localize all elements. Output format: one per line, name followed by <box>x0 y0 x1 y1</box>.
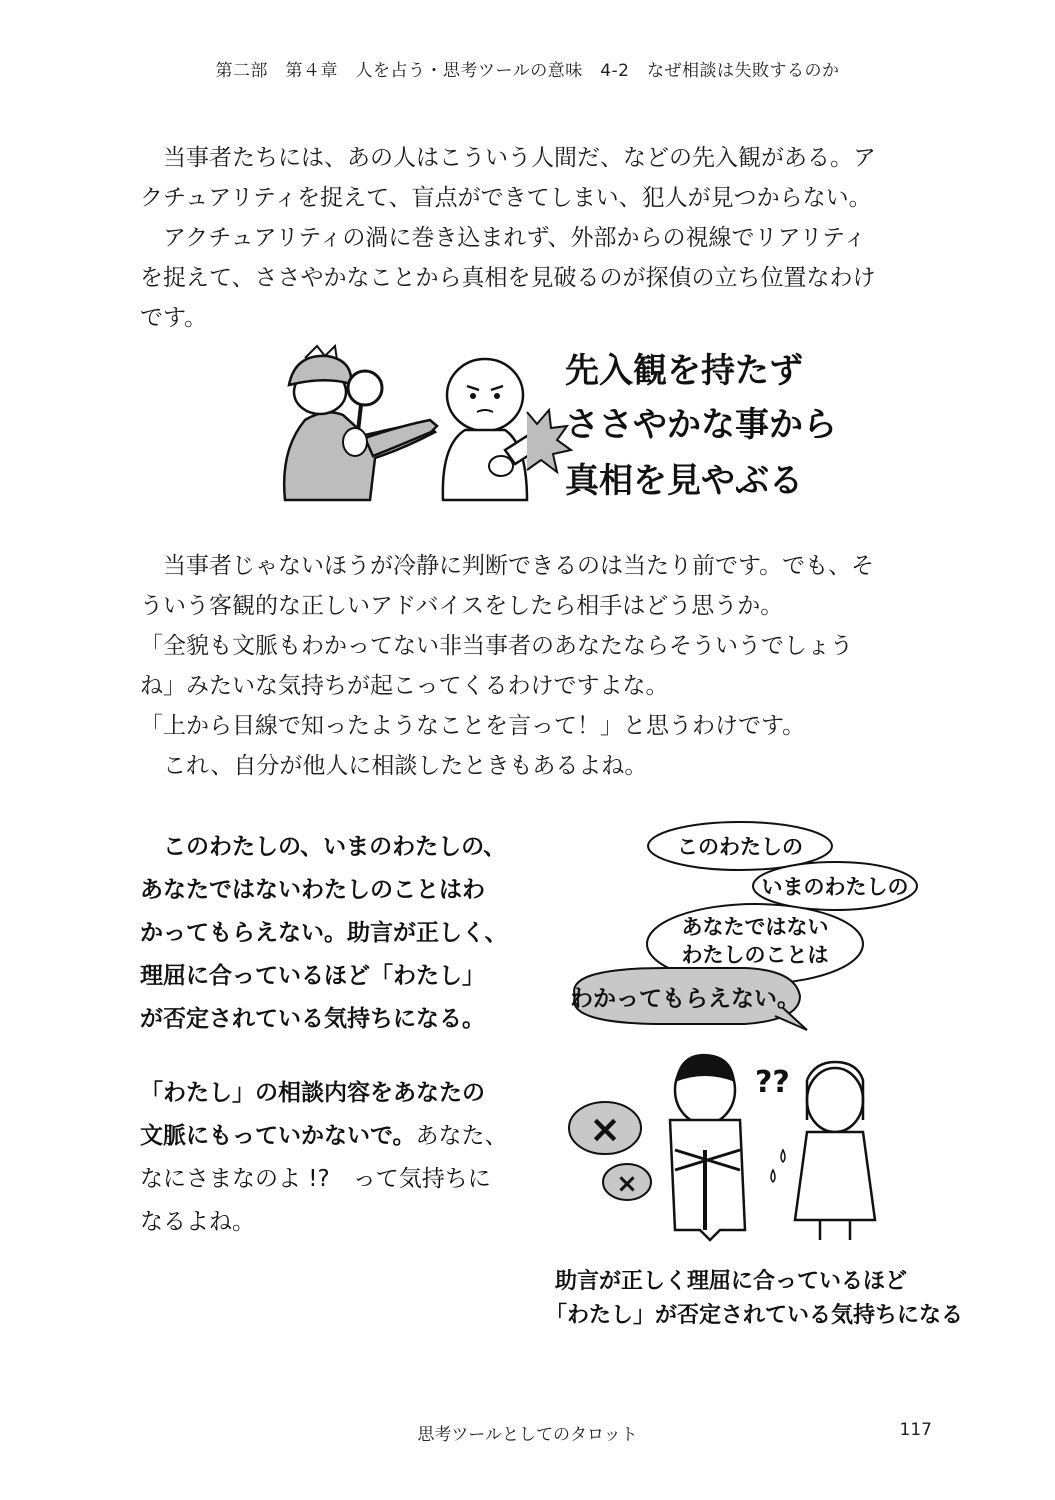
bold-paragraph-2 <box>140 1072 540 1244</box>
magnifying-glass-icon <box>348 371 382 405</box>
text-line: ね」みたいな気持ちが起こってくるわけですよな。 <box>140 673 669 699</box>
caption-line-1: 先入観を持たず <box>565 351 803 391</box>
text-line: 当事者たちには、あの人はこういう人間だ、などの先入観がある。ア <box>163 145 876 171</box>
advice-illustration <box>545 820 964 1335</box>
caption-line-3: 真相を見やぶる <box>565 461 803 501</box>
text-line: 当事者じゃないほうが冷静に判断できるのは当たり前です。でも、そ <box>163 553 875 579</box>
advice-drawing <box>545 820 964 1335</box>
text-line: これ、自分が他人に相談したときもあるよね。 <box>163 753 648 779</box>
deerstalker-hat-icon <box>289 356 351 385</box>
footer-book-title: 思考ツールとしてのタロット <box>417 1425 638 1445</box>
caption-line-1: 助言が正しく理屈に合っているほど <box>555 1269 908 1294</box>
text-line: なるよね。 <box>140 1209 255 1235</box>
text-line: 「上から目線で知ったようなことを言って！」と思うわけです。 <box>140 713 806 739</box>
bubble-4-text: わかってもらえない。 <box>570 986 800 1012</box>
page-number: 117 <box>899 1420 932 1440</box>
text-line: 「わたし」の相談内容をあなたの <box>140 1080 485 1106</box>
caption-line-2: ささやかな事から <box>565 405 837 445</box>
bubble-3-text-line-2: わたしのことは <box>681 943 829 967</box>
text-line: このわたしの、いまのわたしの、 <box>163 834 507 860</box>
text-line: 「全貌も文脈もわかってない非当事者のあなたならそういうでしょう <box>140 633 853 659</box>
text-line: です。 <box>140 305 208 331</box>
text-line: クチュアリティを捉えて、盲点ができてしまい、犯人が見つからない。 <box>140 185 872 211</box>
text-line: ういう客観的な正しいアドバイスをしたら相手はどう思うか。 <box>140 593 784 619</box>
detective-drawing <box>265 340 837 515</box>
bubble-2-text: いまのわたしの <box>761 875 909 899</box>
surprised-figure-head <box>447 359 523 431</box>
normal-span: あなた、 <box>415 1123 508 1149</box>
detective-illustration <box>265 340 837 515</box>
text-line: なにさまなのよ !? って気持ちに <box>140 1166 491 1192</box>
running-head: 第二部 第４章 人を占う・思考ツールの意味 4-2 なぜ相談は失敗するのか <box>215 61 840 81</box>
text-line: あなたではないわたしのことはわ <box>140 877 485 903</box>
text-line: を捉えて、ささやかなことから真相を見破るのが探偵の立ち位置なわけ <box>140 265 876 291</box>
bubble-3-text-line-1: あなたではない <box>681 915 829 939</box>
text-line: が否定されている気持ちになる。 <box>140 1006 485 1032</box>
text-line <box>140 1115 540 1158</box>
cross-mark-small: × <box>616 1169 638 1199</box>
text-line: アクチュアリティの渦に巻き込まれず、外部からの視線でリアリティ <box>163 225 867 251</box>
cross-mark-large: × <box>589 1107 621 1151</box>
caption-line-2: 「わたし」が否定されている気持ちになる <box>545 1303 964 1328</box>
paragraph-block-1 <box>140 138 940 338</box>
man-body <box>670 1120 745 1240</box>
bold-paragraph-1 <box>140 826 540 1041</box>
woman-body <box>795 1132 875 1220</box>
woman-head <box>807 1068 863 1132</box>
text-line: かってもらえない。助言が正しく、 <box>140 920 508 946</box>
bubble-1-text: このわたしの <box>677 835 803 859</box>
text-line: 理屈に合っているほど「わたし」 <box>140 963 485 989</box>
paragraph-block-2 <box>140 546 940 786</box>
tear-drops-icon <box>771 1150 785 1182</box>
question-marks: ?? <box>755 1065 790 1100</box>
bold-span: 文脈にもっていかないで。 <box>140 1123 416 1149</box>
